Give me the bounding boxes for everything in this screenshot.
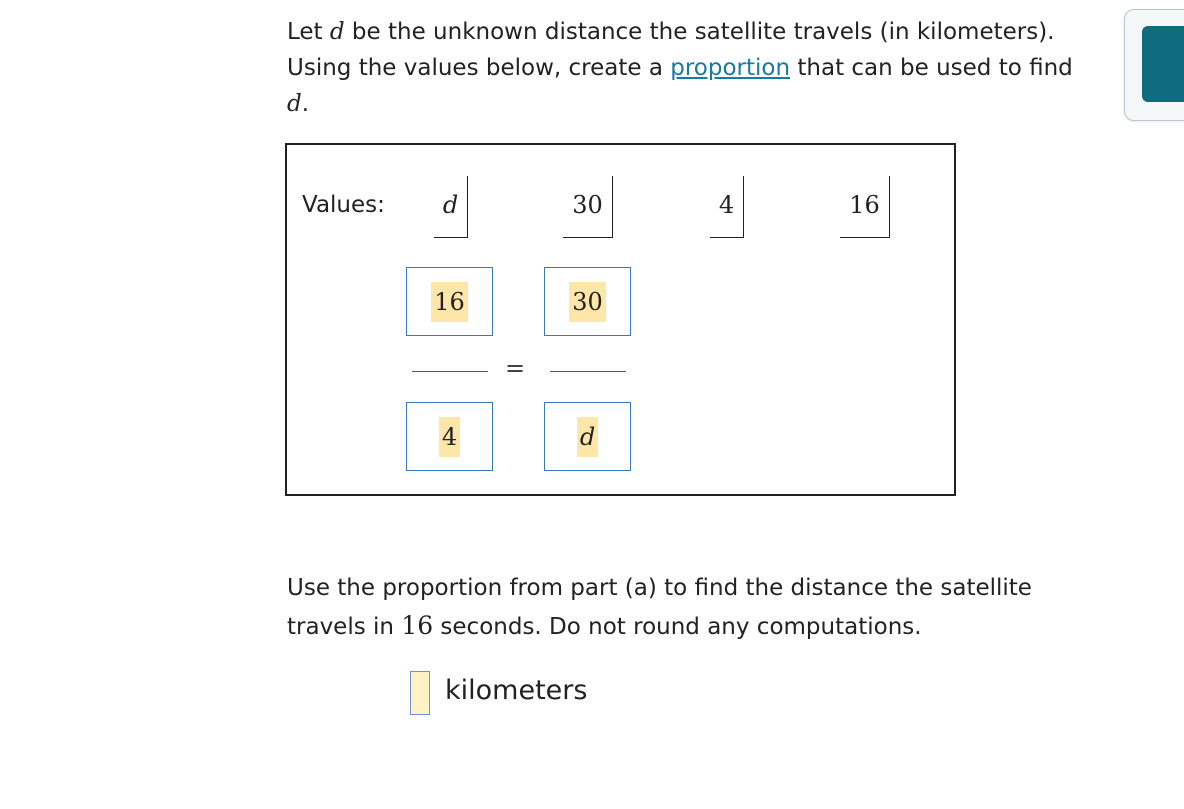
left-numerator-value: 16 [431, 282, 468, 322]
right-numerator-value: 30 [569, 282, 606, 322]
variable-d: d [287, 91, 302, 117]
prompt-text: . [301, 91, 310, 117]
side-tool-button[interactable] [1142, 26, 1184, 102]
prompt-text: Use the proportion from part (a) to find the distance the satellite travels in [287, 575, 1032, 640]
value-tile-30[interactable]: 30 [563, 176, 613, 238]
part-b-prompt [287, 570, 1117, 646]
seconds-value: 16 [401, 611, 434, 640]
value-tile-16[interactable]: 16 [840, 176, 890, 238]
equals-sign: = [505, 354, 526, 382]
left-denominator-value: 4 [439, 417, 460, 457]
right-denominator-value: d [577, 417, 598, 457]
right-fraction-bar [550, 371, 626, 372]
left-fraction-bar [412, 371, 488, 372]
prompt-text: be the unknown distance the satellite travels (in kilometers). Using the values below, create a [287, 19, 1055, 81]
prompt-text: seconds. Do not round any computations. [433, 614, 922, 640]
variable-d: d [329, 19, 345, 45]
distance-answer-input[interactable] [410, 671, 430, 715]
left-numerator-slot[interactable] [406, 267, 493, 336]
value-tile-4[interactable]: 4 [710, 176, 744, 238]
prompt-text: Let [287, 19, 330, 45]
left-denominator-slot[interactable] [406, 402, 493, 471]
part-a-prompt [287, 14, 1097, 122]
prompt-text: that can be used to find [790, 55, 1073, 81]
values-label: Values: [302, 192, 385, 218]
unit-label: kilometers [445, 675, 588, 706]
right-denominator-slot[interactable] [544, 402, 631, 471]
value-tile-d[interactable]: d [434, 176, 468, 238]
proportion-link[interactable]: proportion [670, 55, 791, 81]
right-numerator-slot[interactable] [544, 267, 631, 336]
